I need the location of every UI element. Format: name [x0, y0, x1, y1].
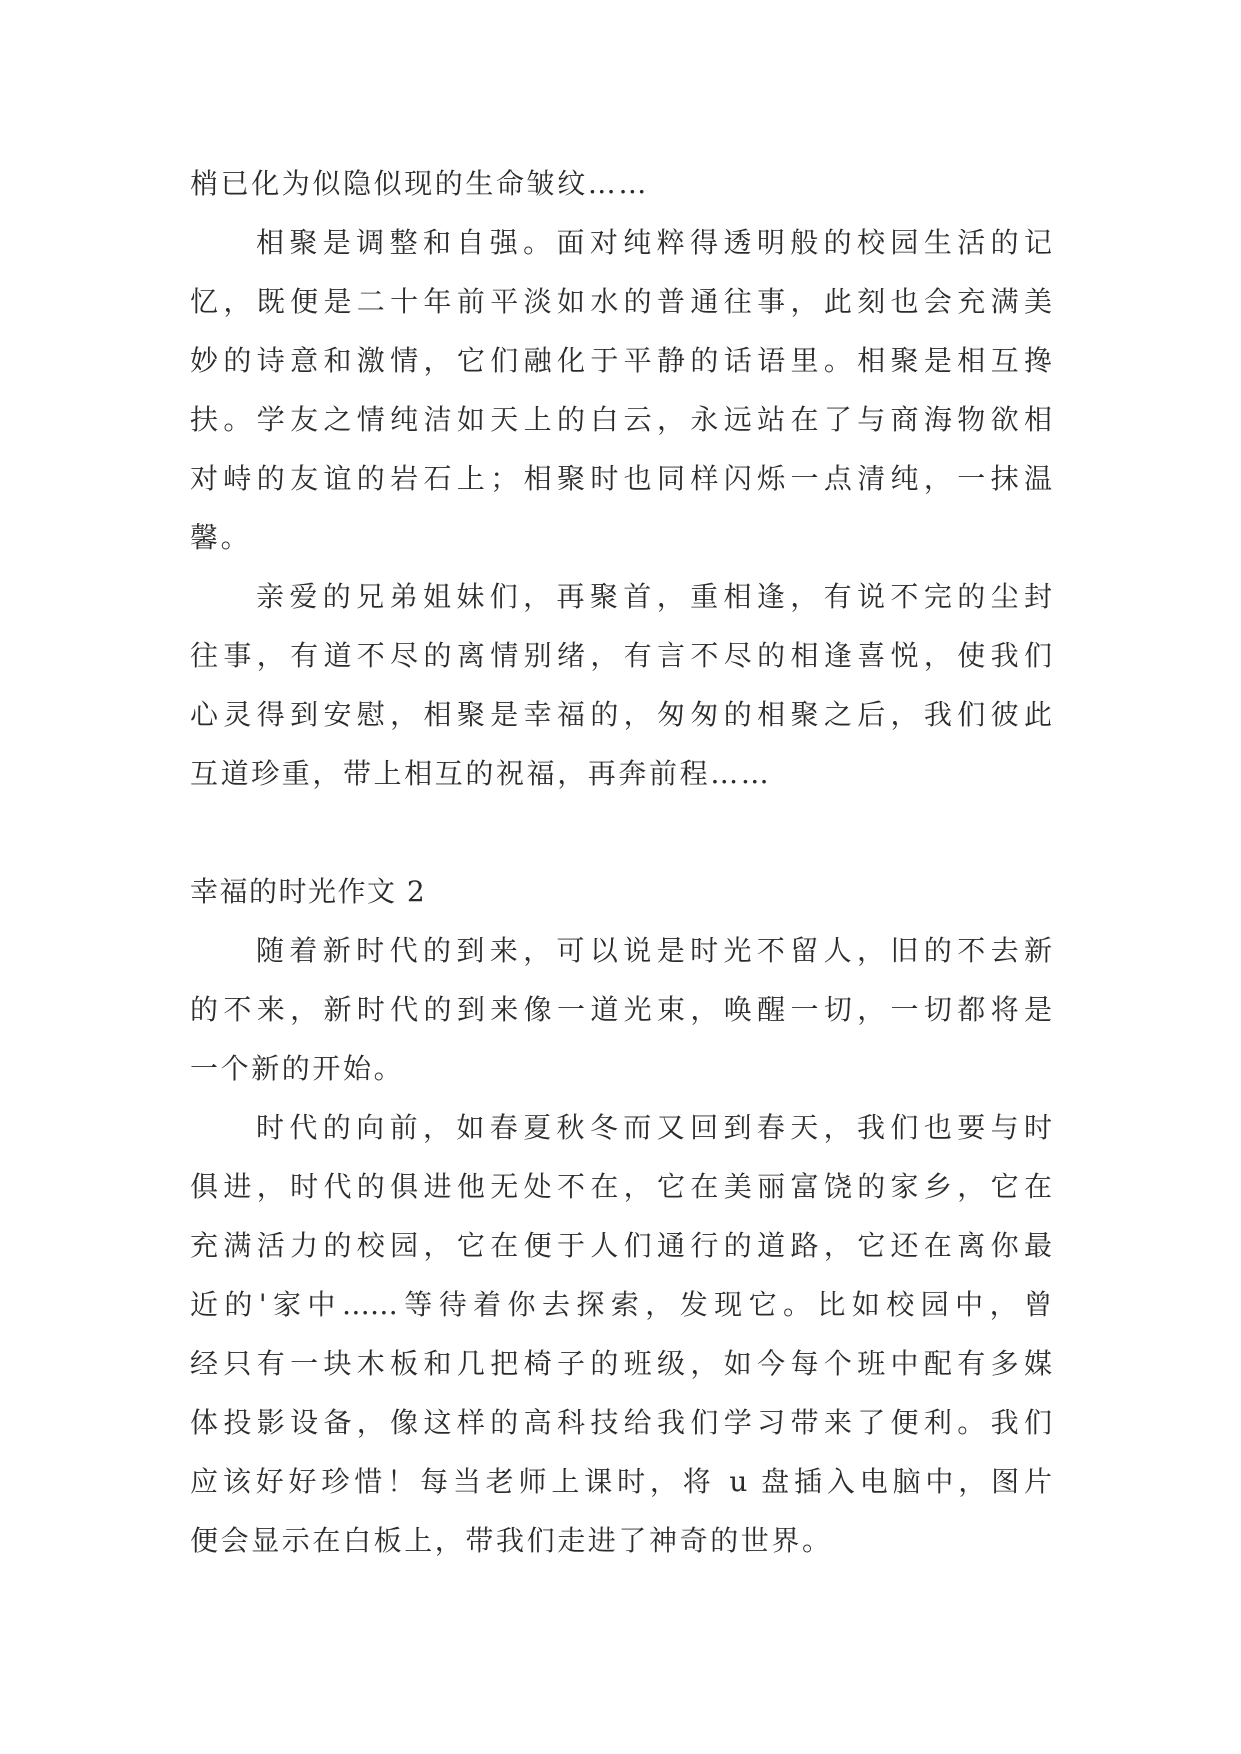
section-title: 幸福的时光作文 2: [190, 875, 427, 908]
text-line: 俱进，时代的俱进他无处不在，它在美丽富饶的家乡，它在: [190, 1170, 1052, 1203]
text-line: 梢已化为似隐似现的生命皱纹……: [190, 167, 650, 200]
text-line: 馨。: [190, 521, 252, 554]
text-line: 应该好好珍惜！每当老师上课时，将 u 盘插入电脑中，图片: [190, 1465, 1052, 1498]
text-line: 充满活力的校园，它在便于人们通行的道路，它还在离你最: [190, 1229, 1052, 1262]
text-line: 亲爱的兄弟姐妹们，再聚首，重相逢，有说不完的尘封: [256, 580, 1052, 613]
text-line: 体投影设备，像这样的高科技给我们学习带来了便利。我们: [190, 1406, 1052, 1439]
text-line: 心灵得到安慰，相聚是幸福的，匆匆的相聚之后，我们彼此: [190, 698, 1052, 731]
text-line: 互道珍重，带上相互的祝福，再奔前程……: [190, 757, 772, 790]
text-line: 扶。学友之情纯洁如天上的白云，永远站在了与商海物欲相: [190, 403, 1052, 436]
text-line: 便会显示在白板上，带我们走进了神奇的世界。: [190, 1524, 833, 1557]
text-line: 时代的向前，如春夏秋冬而又回到春天，我们也要与时: [256, 1111, 1052, 1144]
text-line: 随着新时代的到来，可以说是时光不留人，旧的不去新: [256, 934, 1052, 967]
text-line: 一个新的开始。: [190, 1052, 405, 1085]
text-line: 近的'家中……等待着你去探索，发现它。比如校园中，曾: [190, 1288, 1052, 1321]
text-line: 忆，既便是二十年前平淡如水的普通往事，此刻也会充满美: [190, 285, 1052, 318]
text-line: 的不来，新时代的到来像一道光束，唤醒一切，一切都将是: [190, 993, 1052, 1026]
text-line: 相聚是调整和自强。面对纯粹得透明般的校园生活的记: [256, 226, 1052, 259]
text-line: 经只有一块木板和几把椅子的班级，如今每个班中配有多媒: [190, 1347, 1052, 1380]
text-line: 对峙的友谊的岩石上；相聚时也同样闪烁一点清纯，一抹温: [190, 462, 1052, 495]
text-line: 妙的诗意和激情，它们融化于平静的话语里。相聚是相互搀: [190, 344, 1052, 377]
text-line: 往事，有道不尽的离情别绪，有言不尽的相逢喜悦，使我们: [190, 639, 1052, 672]
